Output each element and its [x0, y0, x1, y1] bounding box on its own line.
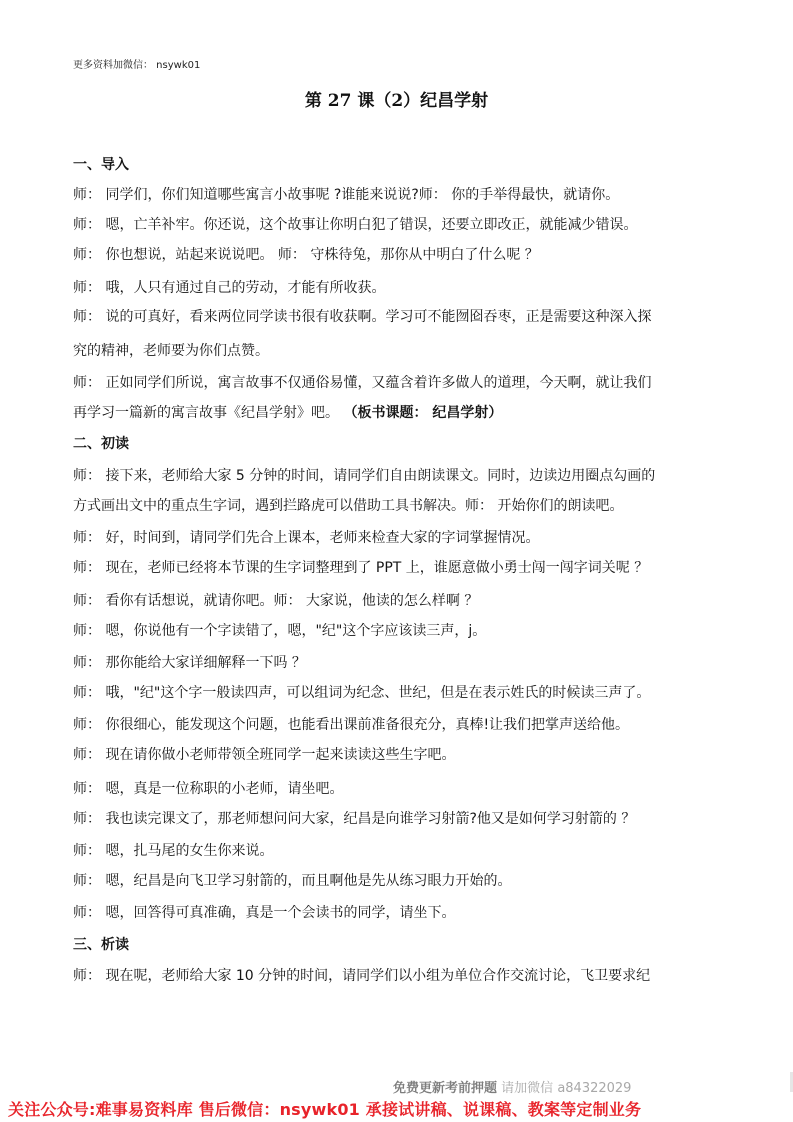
paragraph-line [73, 404, 502, 422]
paragraph-line: 师： 说的可真好，看来两位同学读书很有收获啊。学习可不能囫囵吞枣，正是需要这种深入探 [73, 309, 652, 325]
board-title-note: （板书课题： 纪昌学射） [343, 405, 503, 421]
paragraph-line: 师： 嗯，纪昌是向飞卫学习射箭的，而且啊他是先从练习眼力开始的。 [73, 873, 512, 889]
paragraph-line: 师： 嗯，亡羊补牢。你还说，这个故事让你明白犯了错误，还要立即改正，就能减少错误。 [73, 217, 638, 233]
watermark-text [393, 1077, 631, 1096]
paragraph-line: 师： 你也想说，站起来说说吧。 师： 守株待兔，那你从中明白了什么呢 ？ [73, 247, 539, 263]
header-note: 更多资料加微信： nsywk01 [73, 60, 201, 71]
paragraph-line: 师： 你很细心，能发现这个问题，也能看出课前准备很充分，真棒!让我们把掌声送给他。 [73, 717, 630, 733]
paragraph-line: 师： 接下来，老师给大家 5 分钟的时间，请同学们自由朗读课文。同时，边读边用圈点勾画的 [73, 468, 656, 484]
watermark-id: a84322029 [557, 1081, 632, 1096]
section-heading-analysis: 三、析读 [73, 937, 129, 953]
watermark-light: 请加微信 [501, 1081, 554, 1096]
paragraph-line: 方式画出文中的重点生字词，遇到拦路虎可以借助工具书解决。师： 开始你们的朗读吧。 [73, 498, 624, 514]
paragraph-line: 师： 现在呢，老师给大家 10 分钟的时间，请同学们以小组为单位合作交流讨论，飞卫要求纪 [73, 968, 651, 984]
paragraph-line: 师： 嗯，真是一位称职的小老师，请坐吧。 [73, 781, 344, 797]
paragraph-text: 再学习一篇新的寓言故事《纪昌学射》吧。 [73, 405, 339, 421]
watermark-bold: 免费更新考前押题 [393, 1081, 498, 1096]
paragraph-line: 师： 看你有话想说，就请你吧。师： 大家说，他读的怎么样啊 ？ [73, 593, 479, 609]
paragraph-line: 究的精神，老师要为你们点赞。 [73, 343, 269, 359]
paragraph-line: 师： 哦，"纪"这个字一般读四声，可以组词为纪念、世纪，但是在表示姓氏的时候读三声了。 [73, 685, 651, 701]
paragraph-line: 师： 嗯，扎马尾的女生你来说。 [73, 843, 274, 859]
paragraph-line: 师： 嗯，你说他有一个字读错了，嗯，"纪"这个字应该读三声，j。 [73, 623, 487, 639]
footer-banner: 关注公众号:难事易资料库 售后微信：nsywk01 承接试讲稿、说课稿、教案等定制业务 [8, 1100, 642, 1119]
page-title: 第 27 课（2）纪昌学射 [304, 91, 489, 111]
paragraph-line: 师： 现在请你做小老师带领全班同学一起来读读这些生字吧。 [73, 747, 456, 763]
paragraph-line: 师： 哦，人只有通过自己的劳动，才能有所收获。 [73, 280, 386, 296]
section-heading-intro: 一、导入 [73, 157, 129, 173]
paragraph-line: 师： 嗯，回答得可真准确，真是一个会读书的同学，请坐下。 [73, 905, 456, 921]
paragraph-line: 师： 好，时间到，请同学们先合上课本，老师来检查大家的字词掌握情况。 [73, 530, 540, 546]
paragraph-line: 师： 那你能给大家详细解释一下吗 ？ [73, 655, 306, 671]
section-heading-first-reading: 二、初读 [73, 436, 129, 452]
paragraph-line: 师： 我也读完课文了，那老师想问问大家，纪昌是向谁学习射箭?他又是如何学习射箭的 ？ [73, 811, 636, 827]
paragraph-line: 师： 同学们，你们知道哪些寓言小故事呢 ?谁能来说说?师： 你的手举得最快，就请你。 [73, 187, 620, 203]
paragraph-line: 师： 正如同学们所说，寓言故事不仅通俗易懂，又蕴含着许多做人的道理，今天啊，就让我们 [73, 375, 652, 391]
paragraph-line: 师： 现在，老师已经将本节课的生字词整理到了 PPT 上，谁愿意做小勇士闯一闯字词关呢 ？ [73, 560, 649, 576]
